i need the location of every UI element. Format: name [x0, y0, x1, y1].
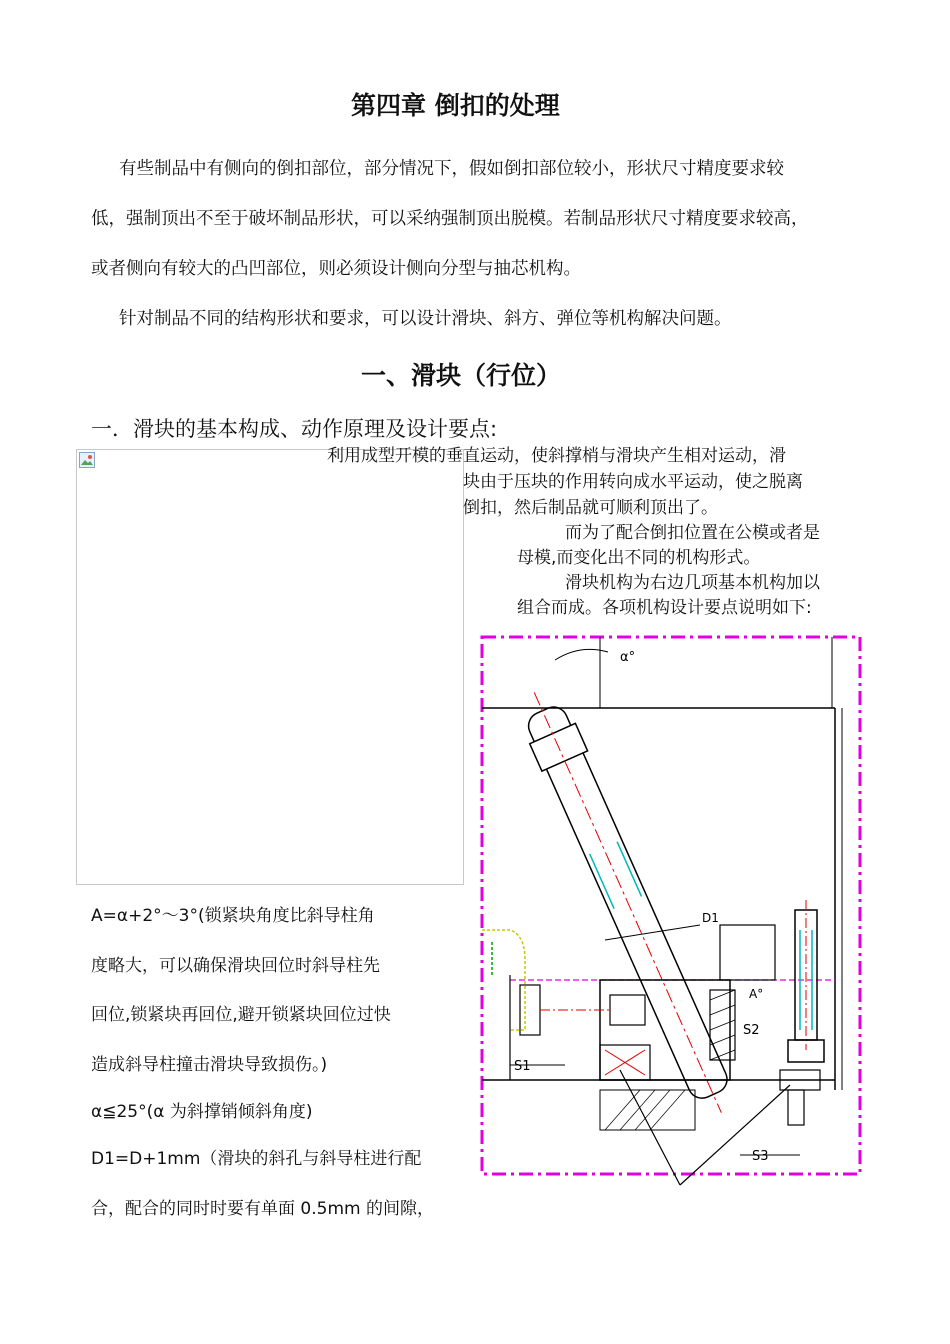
- s1-label: S1: [514, 1059, 531, 1074]
- image-placeholder: [76, 449, 464, 885]
- intro-line-4: 针对制品不同的结构形状和要求，可以设计滑块、斜方、弹位等机构解决问题。: [119, 309, 732, 329]
- a-deg-label: A°: [749, 987, 764, 1001]
- note-line-1: A=α+2°～3°(锁紧块角度比斜导柱角: [91, 906, 375, 926]
- s3-label: S3: [752, 1149, 769, 1164]
- alpha-label: α°: [620, 650, 636, 665]
- intro-line-1: 有些制品中有侧向的倒扣部位，部分情况下，假如倒扣部位较小，形状尺寸精度要求较: [119, 159, 784, 179]
- note-line-4: 造成斜导柱撞击滑块导致损伤。): [91, 1055, 328, 1075]
- intro-line-3: 或者侧向有较大的凸凹部位，则必须设计侧向分型与抽芯机构。: [91, 259, 581, 279]
- slider-mechanism-drawing: [470, 630, 870, 1190]
- note-line-6: D1=D+1mm（滑块的斜孔与斜导柱进行配: [91, 1149, 422, 1169]
- intro-line-2: 低，强制顶出不至于破坏制品形状，可以采纳强制顶出脱模。若制品形状尺寸精度要求较高，: [91, 209, 809, 229]
- note-line-2: 度略大，可以确保滑块回位时斜导柱先: [91, 956, 380, 976]
- note-line-5: α≦25°(α 为斜撑销倾斜角度): [91, 1102, 313, 1122]
- right-text-line-4: 而为了配合倒扣位置在公模或者是: [565, 523, 820, 543]
- d1-label: D1: [702, 911, 719, 925]
- right-text-line-2: 块由于压块的作用转向成水平运动，使之脱离: [463, 472, 803, 492]
- note-line-3: 回位,锁紧块再回位,避开锁紧块回位过快: [91, 1005, 391, 1025]
- chapter-title: 第四章 倒扣的处理: [351, 91, 560, 120]
- broken-image-icon: [79, 452, 95, 468]
- note-line-7: 合，配合的同时时要有单面 0.5mm 的间隙，: [91, 1199, 434, 1219]
- right-text-line-1: 利用成型开模的垂直运动，使斜撑梢与滑块产生相对运动，滑: [327, 446, 786, 466]
- s2-label: S2: [743, 1023, 760, 1038]
- right-text-line-5: 母模,而变化出不同的机构形式。: [517, 548, 761, 568]
- right-text-line-7: 组合而成。各项机构设计要点说明如下:: [517, 598, 812, 618]
- right-text-line-6: 滑块机构为右边几项基本机构加以: [565, 573, 820, 593]
- subsection-title: 一．滑块的基本构成、动作原理及设计要点:: [91, 417, 498, 441]
- section-title: 一、滑块（行位）: [361, 361, 562, 390]
- right-text-line-3: 倒扣，然后制品就可顺利顶出了。: [463, 498, 718, 518]
